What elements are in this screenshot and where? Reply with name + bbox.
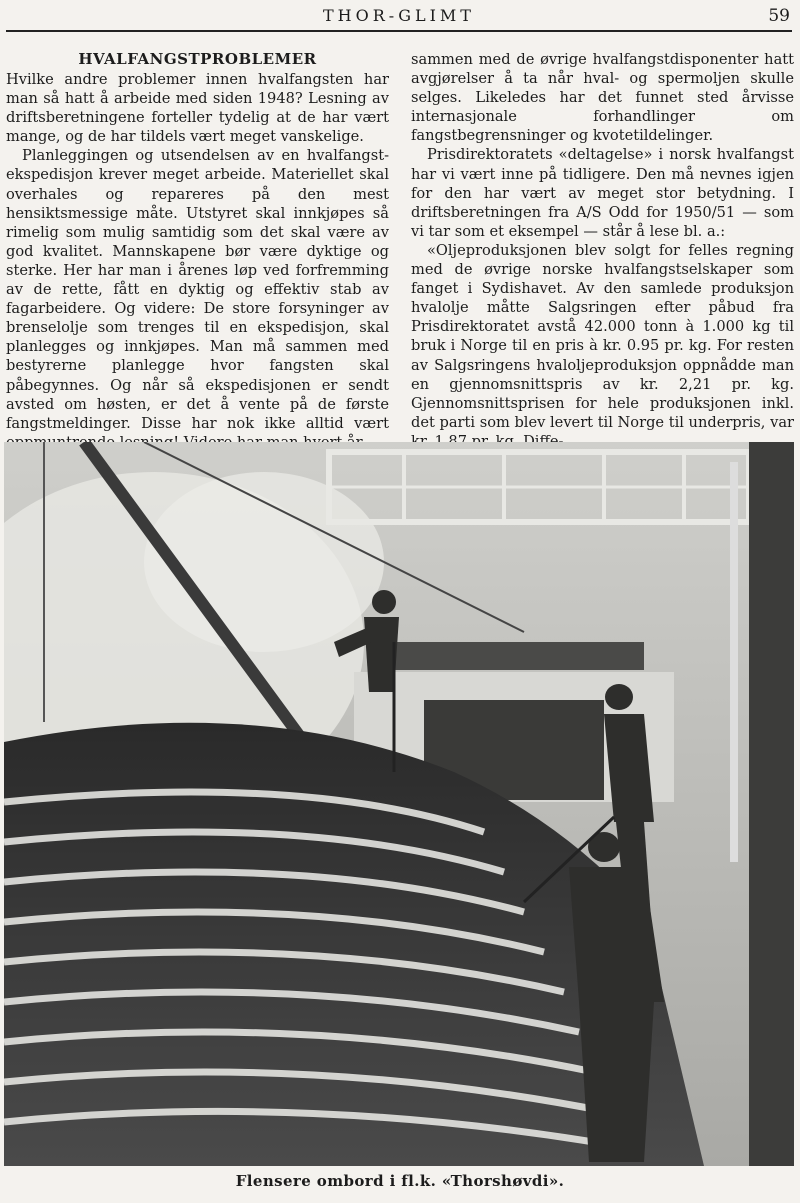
- whaling-photo: [4, 442, 794, 1166]
- paragraph: «Oljeproduksjonen blev solgt for felles regning med de øvrige norske hvalfangstselskaper som fanget i Sydishavet. Av den samlede produksjon hvalolje måtte Salgsringen efter påbud fra Prisdirektoratet avstå 42.000 tonn à 1.000 kg til bruk i Norge til en pris à kr. 0.95 pr. kg. For resten av Salgsringens hvaloljeproduksjon oppnådde man en gjennomsnittspris av kr. 2,21 pr. kg. Gjennomsnittsprisen for hele produksjonen inkl. det parti som blev levert til Norge til underpris, var: [411, 241, 794, 431]
- right-column: [411, 50, 794, 432]
- left-column: [6, 50, 389, 432]
- photo-illustration: [4, 442, 794, 1166]
- paragraph: sammen med de øvrige hvalfangstdisponenter hatt avgjørelser å ta når hval- og spermoljen skulle selges. Likeledes har det funnet sted årvisse internasjonale forhandlinger om fangstbegrensninger og kvotetildelinger.: [411, 51, 794, 145]
- running-head: THOR-GLIMT: [323, 6, 475, 25]
- page-number: 59: [768, 6, 790, 26]
- paragraph: Hvilke andre problemer innen hvalfangsten har man så hatt å arbeide med siden 1948? Lesning av driftsberetningene forteller tydelig at de har vært mange, og de har tildels vært meget vanskelige.: [6, 71, 389, 146]
- text-columns: [6, 50, 794, 432]
- page-header: [6, 0, 792, 32]
- section-title: HVALFANGSTPROBLEMER: [78, 50, 317, 68]
- paragraph: Planleggingen og utsendelsen av en hvalfangst-ekspedisjon krever meget arbeide. Materiellet skal overhales og repareres på den mest hensiktsmessige måte. Utstyret skal innkjøpes så rimelig som mulig samtidig som det skal være av god kvalitet. Mannskapene bør være dyktige og sterke. Her har man i årenes løp ved forfremming av de rette, fått en dyktig og effektiv stab av fagarbeidere. Og videre: De store forsyninger av brenselolje som trenges til en ekspedisjon, skal planlegges og innkjøpes. Man må sammen med bestyrerne planlegge hvor fangsten skal påbegynnes. Og når så ekspedisjonen er sendt avsted om høsten, er det å vente på de første fangstmeldinger. Disse har nok ikke alltid vært: [6, 147, 389, 432]
- paragraph: Prisdirektoratets «deltagelse» i norsk hvalfangst har vi vært inne på tidligere. Den må nevnes igjen for den har vært av meget stor betydning. I driftsberetningen fra A/S Odd for 1950/51 — som vi tar som et eksempel — står å lese bl. a.:: [411, 146, 794, 240]
- photo-caption: Flensere ombord i fl.k. «Thorshøvdi».: [235, 1172, 565, 1190]
